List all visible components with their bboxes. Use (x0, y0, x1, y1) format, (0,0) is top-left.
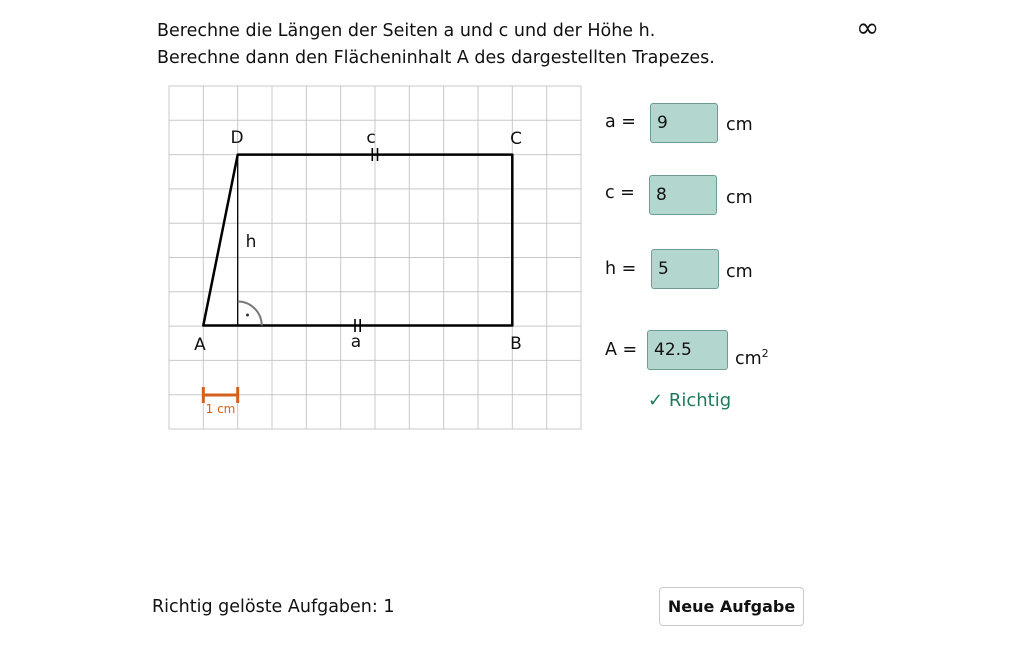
scale-bar (203, 387, 237, 403)
task-line-2: Berechne dann den Flächeninhalt A des dargestellten Trapezes. (157, 48, 715, 68)
unit-area-base: cm (735, 349, 762, 369)
feedback-correct (648, 390, 731, 412)
label-h: h = (605, 259, 637, 279)
input-c[interactable] (649, 175, 717, 215)
new-task-button[interactable]: Neue Aufgabe (659, 587, 804, 626)
label-area: A = (605, 340, 638, 360)
height-label-h: h (245, 232, 257, 252)
label-a: a = (605, 112, 636, 132)
task-line-1: Berechne die Längen der Seiten a und c und der Höhe h. (157, 21, 656, 41)
checkmark-icon: ✓ (648, 390, 664, 411)
infinity-icon: ∞ (856, 11, 880, 44)
solved-counter: Richtig gelöste Aufgaben: 1 (152, 597, 395, 617)
unit-c: cm (726, 188, 753, 208)
input-h[interactable] (651, 249, 719, 289)
vertex-label-b: B (510, 334, 522, 354)
side-label-a: a (350, 332, 362, 352)
label-c: c = (605, 183, 635, 203)
unit-area (735, 343, 769, 370)
scale-label: 1 cm (205, 402, 236, 416)
vertex-label-d: D (230, 128, 244, 148)
feedback-text: Richtig (668, 390, 732, 411)
unit-a: cm (726, 115, 753, 135)
right-angle-marker (238, 302, 262, 326)
vertex-label-c: C (510, 129, 522, 149)
unit-area-exponent: 2 (761, 347, 769, 360)
right-angle-dot (246, 314, 249, 317)
unit-h: cm (726, 262, 753, 282)
vertex-label-a: A (194, 335, 206, 355)
input-a[interactable] (650, 103, 718, 143)
side-label-c: c (366, 128, 376, 148)
input-area[interactable] (647, 330, 728, 370)
